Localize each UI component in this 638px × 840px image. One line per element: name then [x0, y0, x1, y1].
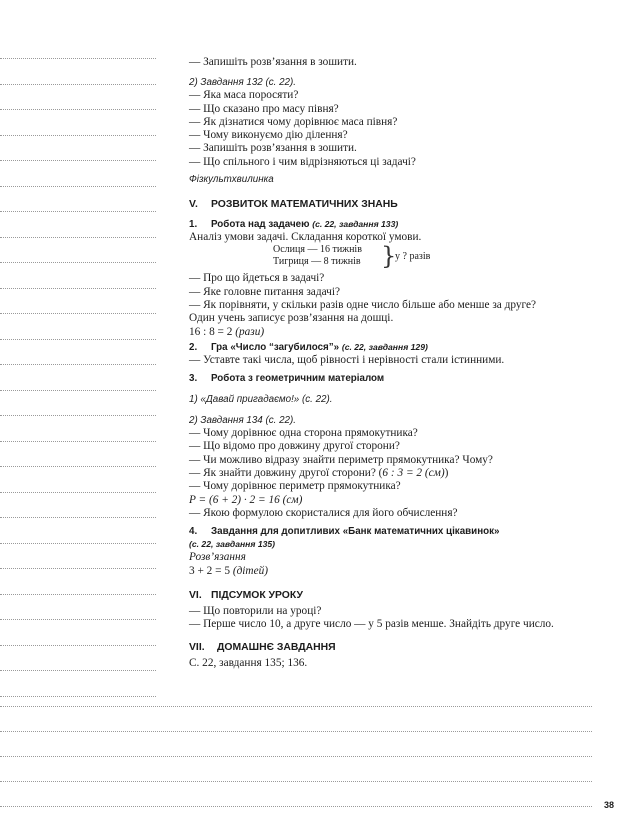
formula-unit: (см): [282, 493, 303, 506]
note-line: [0, 731, 592, 732]
question-line: — Що повторили на уроці?: [189, 604, 322, 617]
solution-expression: 3 + 2 = 5: [189, 564, 230, 577]
note-line: [0, 806, 592, 807]
lesson-content: [189, 56, 609, 671]
note-line: [0, 543, 156, 544]
note-line: [0, 84, 156, 85]
answer-line: [189, 326, 609, 339]
note-line: [0, 781, 592, 782]
note-line: [0, 441, 156, 442]
text-line: Один учень записує розв’язання на дошці.: [189, 312, 394, 325]
homework-line: С. 22, завдання 135; 136.: [189, 657, 308, 670]
item-title: Робота з геометричним матеріалом: [211, 373, 385, 385]
section-num: VII.: [189, 642, 205, 654]
item-num: 1.: [189, 219, 198, 231]
note-line: [0, 288, 156, 289]
fizkult-label: Фізкультхвилинка: [189, 174, 274, 186]
solution-unit: (дітей): [232, 564, 269, 577]
note-line: [0, 594, 156, 595]
question-line: — Якою формулою скористалися для його обчислення?: [189, 506, 458, 519]
condition-row: Тигриця — 8 тижнів: [273, 256, 361, 268]
solution-line: [189, 565, 609, 578]
note-line: [0, 568, 156, 569]
note-line: [0, 706, 592, 707]
item-title: Завдання для допитливих «Банк математичних цікавинок»: [211, 526, 500, 538]
item-4-heading: [189, 525, 609, 538]
section-title: ПІДСУМОК УРОКУ: [211, 589, 303, 601]
question-line: — Як дізнатися чому дорівнює маса півня?: [189, 115, 398, 128]
note-line: [0, 466, 156, 467]
note-line: [0, 58, 156, 59]
formula: P = (6 + 2) · 2 = 16: [189, 493, 280, 506]
text-line: — Уставте такі числа, щоб рівності і нерівності стали істинними.: [189, 353, 505, 366]
condition-row: Ослиця — 16 тижнів: [273, 244, 362, 256]
section-num: V.: [189, 199, 198, 211]
section-6-heading: [189, 589, 609, 602]
question-line: — Яка маса поросяти?: [189, 89, 299, 102]
note-line: [0, 364, 156, 365]
question-line: — Як порівняти, у скільки разів одне число більше або менше за друге?: [189, 298, 537, 311]
item-ref: (с. 22, завдання 129): [341, 341, 428, 352]
margin-note-lines: [0, 0, 156, 700]
item-num: 2.: [189, 341, 198, 353]
question-line: — Чому дорівнює одна сторона прямокутника?: [189, 427, 418, 440]
note-line: [0, 756, 592, 757]
short-condition: [273, 244, 609, 272]
question-line: — Перше число 10, а друге число — у 5 разів менше. Знайдіть друге число.: [189, 618, 554, 631]
question-line: — Запишіть розв’язання в зошити.: [189, 142, 357, 155]
question-line: [189, 467, 609, 480]
note-line: [0, 313, 156, 314]
question-text: — Як знайти довжину другої сторони? (: [189, 467, 383, 480]
item-num: 3.: [189, 373, 198, 385]
question-line: — Чи можливо відразу знайти периметр прямокутника? Чому?: [189, 453, 493, 466]
note-line: [0, 339, 156, 340]
perimeter-formula: [189, 494, 609, 507]
item-3-sub-2: 2) Завдання 134 (с. 22).: [189, 415, 296, 427]
section-num: VI.: [189, 589, 202, 601]
item-num: 4.: [189, 526, 198, 538]
question-line: — Чому виконуємо дію ділення?: [189, 129, 348, 142]
section-7-heading: [189, 641, 609, 654]
question-line: — Яке головне питання задачі?: [189, 285, 340, 298]
formula-unit: (см): [424, 467, 445, 480]
item-ref: (с. 22, завдання 135): [189, 539, 276, 550]
note-line: [0, 237, 156, 238]
item-2-heading: [189, 341, 609, 354]
question-line: — Чому дорівнює периметр прямокутника?: [189, 480, 401, 493]
note-line: [0, 645, 156, 646]
note-line: [0, 262, 156, 263]
item-1-heading: [189, 218, 609, 231]
text-line: — Запишіть розв’язання в зошити.: [189, 56, 357, 68]
question-line: — Що відомо про довжину другої сторони?: [189, 440, 400, 453]
paren-close: ): [444, 467, 449, 480]
note-line: [0, 670, 156, 671]
solution-label: Розв’язання: [189, 551, 246, 564]
item-title: Гра «Число “загубилося”»: [211, 341, 340, 353]
note-line: [0, 390, 156, 391]
note-line: [0, 186, 156, 187]
item-3-heading: [189, 372, 609, 385]
note-line: [0, 696, 156, 697]
section-title: РОЗВИТОК МАТЕМАТИЧНИХ ЗНАНЬ: [211, 199, 398, 211]
note-line: [0, 619, 156, 620]
task-132-heading: 2) Завдання 132 (с. 22).: [189, 77, 296, 89]
question-line: — Що спільного і чим відрізняються ці задачі?: [189, 155, 416, 168]
item-ref: (с. 22, завдання 133): [312, 219, 399, 230]
brace-icon: }: [381, 242, 397, 271]
page-number: 38: [603, 800, 614, 810]
note-line: [0, 211, 156, 212]
item-3-sub-1: 1) «Давай пригадаємо!» (с. 22).: [189, 394, 333, 406]
condition-question: у ? разів: [395, 251, 431, 263]
note-line: [0, 109, 156, 110]
answer-expression: 16 : 8 = 2: [189, 325, 233, 338]
question-line: — Що сказано про масу півня?: [189, 102, 339, 115]
text-line: Аналіз умови задачі. Складання короткої умови.: [189, 231, 422, 244]
answer-unit: (рази): [235, 325, 265, 338]
item-4-ref-line: [189, 538, 609, 551]
note-line: [0, 160, 156, 161]
note-line: [0, 517, 156, 518]
question-line: — Про що йдеться в задачі?: [189, 272, 325, 285]
section-title: ДОМАШНЄ ЗАВДАННЯ: [217, 642, 336, 654]
item-title: Робота над задачею: [211, 219, 310, 231]
section-5-heading: [189, 198, 609, 211]
note-line: [0, 135, 156, 136]
formula: 6 : 3 = 2: [382, 467, 423, 480]
note-line: [0, 415, 156, 416]
note-line: [0, 492, 156, 493]
